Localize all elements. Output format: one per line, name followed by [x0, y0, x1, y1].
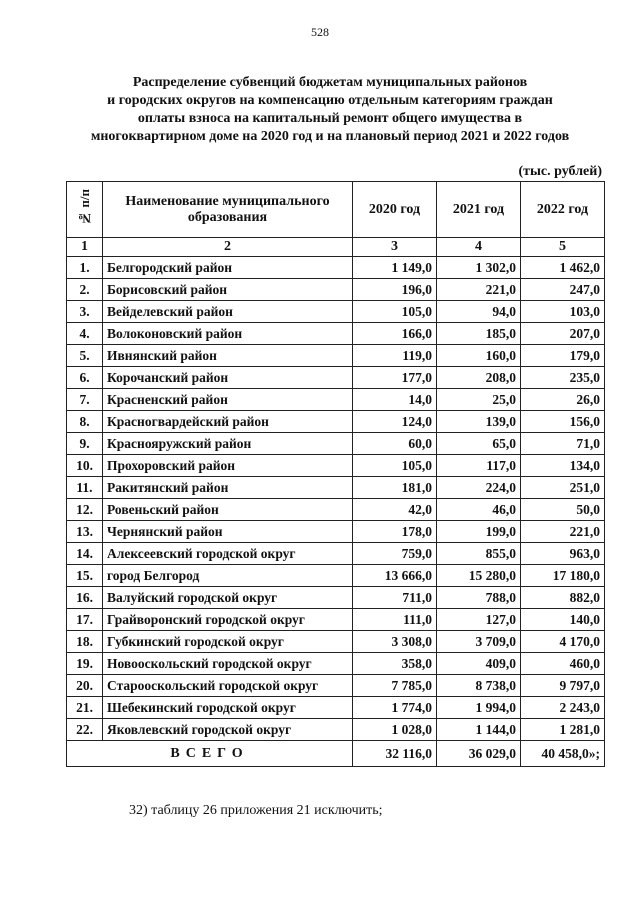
header-name: Наименование муниципального образования: [103, 182, 353, 238]
value-2020: 13 666,0: [353, 565, 437, 587]
row-number: 22.: [67, 719, 103, 741]
table-row: [67, 521, 605, 543]
table-row: [67, 587, 605, 609]
value-2021: 94,0: [437, 301, 521, 323]
municipality-name: Корочанский район: [103, 367, 353, 389]
row-number: 15.: [67, 565, 103, 587]
value-2020: 14,0: [353, 389, 437, 411]
municipality-name: Шебекинский городской округ: [103, 697, 353, 719]
value-2021: 1 302,0: [437, 257, 521, 279]
table-row: [67, 675, 605, 697]
value-2021: 208,0: [437, 367, 521, 389]
value-2022: 221,0: [521, 521, 605, 543]
row-number: 16.: [67, 587, 103, 609]
value-2021: 25,0: [437, 389, 521, 411]
table-row: [67, 345, 605, 367]
header-2022: 2022 год: [521, 182, 605, 238]
value-2022: 26,0: [521, 389, 605, 411]
value-2021: 160,0: [437, 345, 521, 367]
value-2020: 1 028,0: [353, 719, 437, 741]
value-2021: 224,0: [437, 477, 521, 499]
value-2020: 178,0: [353, 521, 437, 543]
value-2022: 71,0: [521, 433, 605, 455]
value-2022: 134,0: [521, 455, 605, 477]
value-2020: 166,0: [353, 323, 437, 345]
value-2021: 409,0: [437, 653, 521, 675]
value-2020: 358,0: [353, 653, 437, 675]
units-label: (тыс. рублей): [518, 164, 602, 179]
value-2021: 1 994,0: [437, 697, 521, 719]
table-row: [67, 653, 605, 675]
column-number: 1: [67, 238, 103, 257]
value-2022: 963,0: [521, 543, 605, 565]
municipality-name: Ровеньский район: [103, 499, 353, 521]
value-2022: 140,0: [521, 609, 605, 631]
value-2021: 127,0: [437, 609, 521, 631]
table-row: [67, 543, 605, 565]
municipality-name: Краснояружский район: [103, 433, 353, 455]
municipality-name: Волоконовский район: [103, 323, 353, 345]
title-line: и городских округов на компенсацию отдельным категориям граждан: [107, 93, 553, 108]
value-2022: 179,0: [521, 345, 605, 367]
row-number: 17.: [67, 609, 103, 631]
value-2022: 50,0: [521, 499, 605, 521]
value-2022: 2 243,0: [521, 697, 605, 719]
column-number-row: [67, 238, 605, 257]
total-2021: 36 029,0: [437, 741, 521, 767]
table-row: [67, 279, 605, 301]
municipality-name: Борисовский район: [103, 279, 353, 301]
value-2021: 185,0: [437, 323, 521, 345]
row-number: 11.: [67, 477, 103, 499]
value-2022: 235,0: [521, 367, 605, 389]
value-2020: 1 774,0: [353, 697, 437, 719]
value-2020: 105,0: [353, 455, 437, 477]
value-2022: 156,0: [521, 411, 605, 433]
title-line: Распределение субвенций бюджетам муниципальных районов: [132, 75, 528, 90]
value-2022: 17 180,0: [521, 565, 605, 587]
value-2022: 4 170,0: [521, 631, 605, 653]
row-number: 7.: [67, 389, 103, 411]
document-title: [60, 74, 600, 146]
municipality-name: Яковлевский городской округ: [103, 719, 353, 741]
row-number: 12.: [67, 499, 103, 521]
header-2020: 2020 год: [353, 182, 437, 238]
row-number: 5.: [67, 345, 103, 367]
municipality-name: Губкинский городской округ: [103, 631, 353, 653]
table-row: [67, 433, 605, 455]
value-2021: 3 709,0: [437, 631, 521, 653]
total-label: ВСЕГО: [67, 741, 353, 767]
value-2020: 3 308,0: [353, 631, 437, 653]
value-2020: 196,0: [353, 279, 437, 301]
municipality-name: Вейделевский район: [103, 301, 353, 323]
total-2022: 40 458,0»;: [521, 741, 605, 767]
value-2022: 251,0: [521, 477, 605, 499]
value-2020: 177,0: [353, 367, 437, 389]
value-2022: 103,0: [521, 301, 605, 323]
table-row: [67, 455, 605, 477]
row-number: 18.: [67, 631, 103, 653]
table-row: [67, 565, 605, 587]
value-2022: 1 281,0: [521, 719, 605, 741]
value-2021: 65,0: [437, 433, 521, 455]
value-2021: 117,0: [437, 455, 521, 477]
value-2020: 124,0: [353, 411, 437, 433]
value-2021: 855,0: [437, 543, 521, 565]
value-2021: 15 280,0: [437, 565, 521, 587]
value-2020: 42,0: [353, 499, 437, 521]
row-number: 9.: [67, 433, 103, 455]
row-number: 2.: [67, 279, 103, 301]
municipality-name: Ивнянский район: [103, 345, 353, 367]
total-row: [67, 741, 605, 767]
table-row: [67, 609, 605, 631]
value-2021: 46,0: [437, 499, 521, 521]
subsidy-table: [66, 181, 605, 767]
municipality-name: Красногвардейский район: [103, 411, 353, 433]
row-number: 8.: [67, 411, 103, 433]
row-number: 6.: [67, 367, 103, 389]
value-2020: 1 149,0: [353, 257, 437, 279]
table-row: [67, 477, 605, 499]
municipality-name: Прохоровский район: [103, 455, 353, 477]
value-2020: 181,0: [353, 477, 437, 499]
row-number: 13.: [67, 521, 103, 543]
header-2021: 2021 год: [437, 182, 521, 238]
row-number: 3.: [67, 301, 103, 323]
table-row: [67, 389, 605, 411]
total-2020: 32 116,0: [353, 741, 437, 767]
value-2022: 1 462,0: [521, 257, 605, 279]
value-2020: 105,0: [353, 301, 437, 323]
table-body: [67, 257, 605, 741]
table-row: [67, 631, 605, 653]
value-2022: 460,0: [521, 653, 605, 675]
table-row: [67, 411, 605, 433]
table-row: [67, 323, 605, 345]
row-number: 10.: [67, 455, 103, 477]
value-2020: 60,0: [353, 433, 437, 455]
footer-text: 32) таблицу 26 приложения 21 исключить;: [129, 803, 383, 818]
value-2021: 788,0: [437, 587, 521, 609]
table-row: [67, 697, 605, 719]
value-2020: 7 785,0: [353, 675, 437, 697]
row-number: 1.: [67, 257, 103, 279]
column-number: 3: [353, 238, 437, 257]
municipality-name: Белгородский район: [103, 257, 353, 279]
municipality-name: Новооскольский городской округ: [103, 653, 353, 675]
title-line: многоквартирном доме на 2020 год и на плановый период 2021 и 2022 годов: [90, 129, 570, 144]
table-row: [67, 257, 605, 279]
value-2021: 221,0: [437, 279, 521, 301]
row-number: 14.: [67, 543, 103, 565]
municipality-name: Чернянский район: [103, 521, 353, 543]
table-row: [67, 301, 605, 323]
municipality-name: Алексеевский городской округ: [103, 543, 353, 565]
value-2022: 882,0: [521, 587, 605, 609]
value-2020: 759,0: [353, 543, 437, 565]
value-2021: 199,0: [437, 521, 521, 543]
row-number: 19.: [67, 653, 103, 675]
column-number: 5: [521, 238, 605, 257]
value-2020: 711,0: [353, 587, 437, 609]
municipality-name: Ракитянский район: [103, 477, 353, 499]
value-2020: 119,0: [353, 345, 437, 367]
municipality-name: Старооскольский городской округ: [103, 675, 353, 697]
table-row: [67, 719, 605, 741]
row-number: 4.: [67, 323, 103, 345]
value-2021: 139,0: [437, 411, 521, 433]
header-num: № п/п: [67, 182, 103, 238]
row-number: 20.: [67, 675, 103, 697]
page-number: 528: [311, 25, 329, 39]
value-2020: 111,0: [353, 609, 437, 631]
column-number: 2: [103, 238, 353, 257]
municipality-name: Красненский район: [103, 389, 353, 411]
table-row: [67, 499, 605, 521]
table-header-row: [67, 182, 605, 238]
municipality-name: Валуйский городской округ: [103, 587, 353, 609]
row-number: 21.: [67, 697, 103, 719]
value-2021: 1 144,0: [437, 719, 521, 741]
title-line: оплаты взноса на капитальный ремонт общего имущества в: [137, 111, 523, 126]
column-number: 4: [437, 238, 521, 257]
value-2021: 8 738,0: [437, 675, 521, 697]
table-row: [67, 367, 605, 389]
value-2022: 207,0: [521, 323, 605, 345]
value-2022: 9 797,0: [521, 675, 605, 697]
municipality-name: город Белгород: [103, 565, 353, 587]
value-2022: 247,0: [521, 279, 605, 301]
municipality-name: Грайворонский городской округ: [103, 609, 353, 631]
